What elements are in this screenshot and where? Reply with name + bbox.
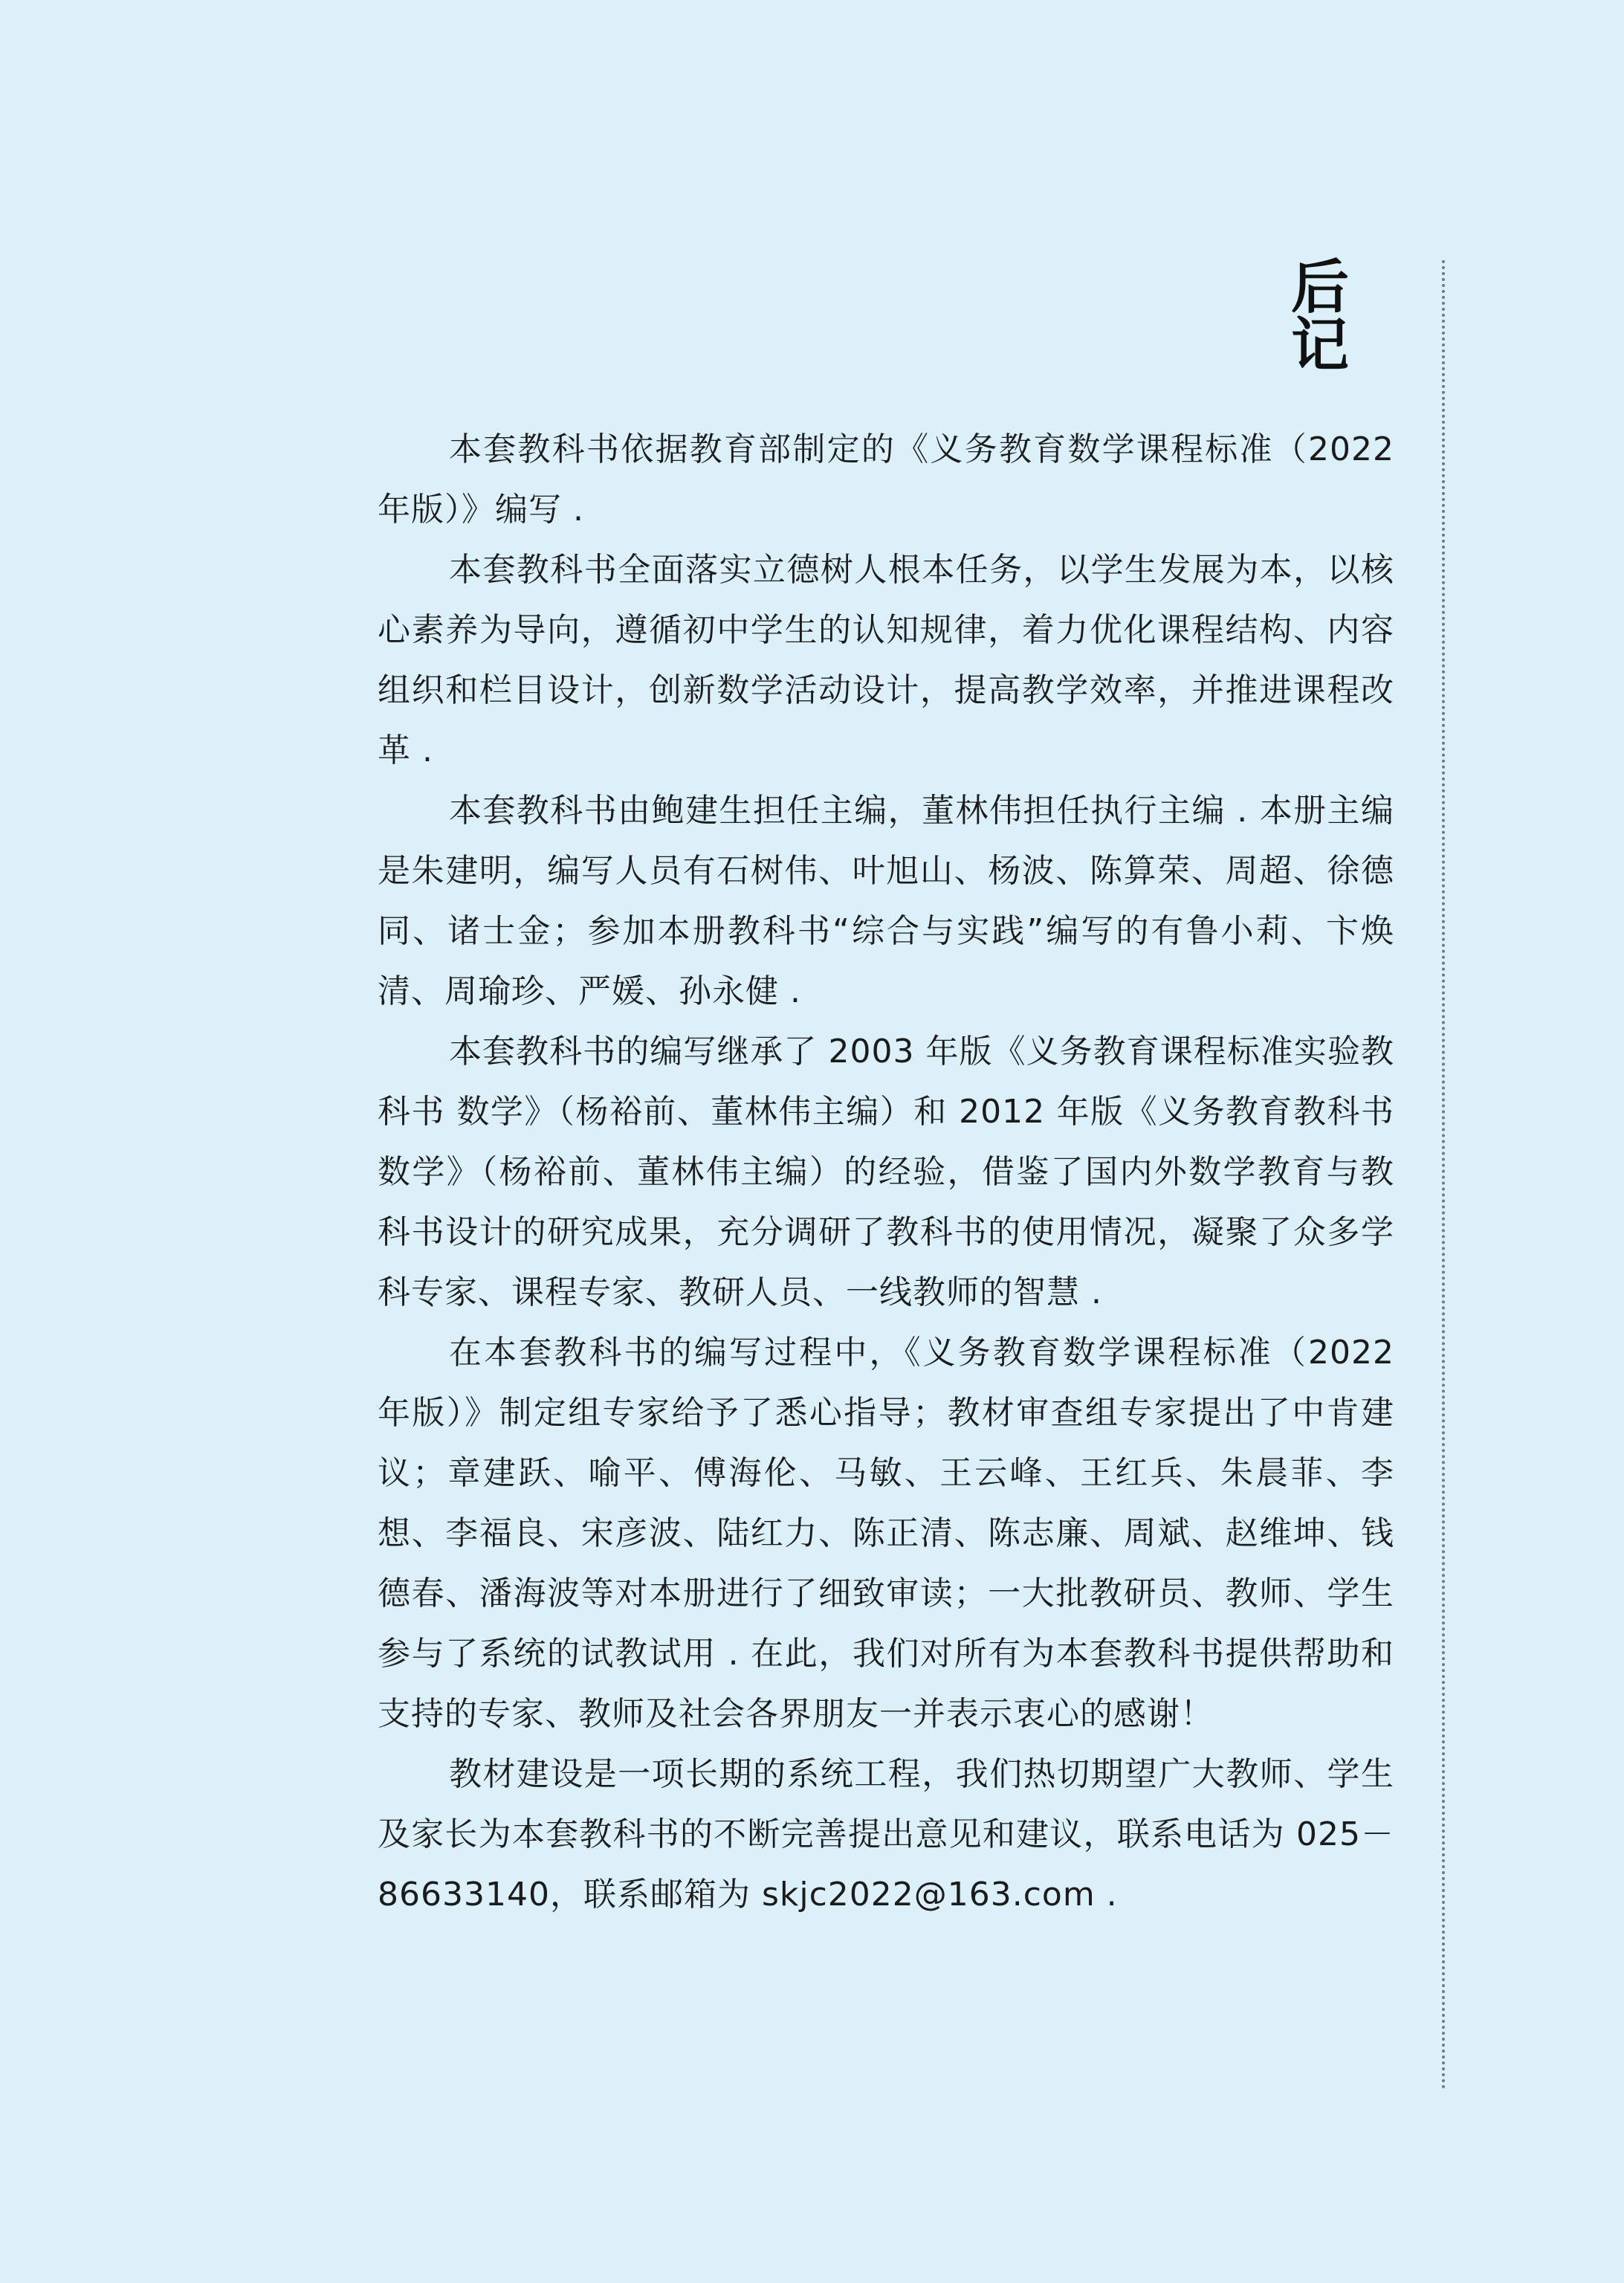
paragraph-5: 在本套教科书的编写过程中，《义务教育数学课程标准（2022 年版）》制定组专家给予了悉心指导；教材审查组专家提出了中肯建议；章建跃、喻平、傅海伦、马敏、王云峰、王红兵、朱晨菲、李想、李福良、宋彦波、陆红力、陈正清、陈志廉、周斌、赵维坤、钱德春、潘海波等对本册进行了细致审读；一大批教研员、教师、学生参与了系统的试教试用 . 在此，我们对所有为本套教科书提供帮助和支持的专家、教师及社会各界朋友一并表示衷心的感谢！ bbox=[378, 1334, 1394, 1733]
paragraph-3: 本套教科书由鲍建生担任主编，董林伟担任执行主编 . 本册主编是朱建明，编写人员有石树伟、叶旭山、杨波、陈算荣、周超、徐德同、诸士金；参加本册教科书“综合与实践”编写的有鲁小莉、卞焕清、周瑜珍、严媛、孙永健 . bbox=[378, 792, 1394, 1010]
paragraph-1: 本套教科书依据教育部制定的《义务教育数学课程标准（2022 年版）》编写 . bbox=[378, 430, 1394, 529]
paragraph-6: 教材建设是一项长期的系统工程，我们热切期望广大教师、学生及家长为本套教科书的不断完善提出意见和建议，联系电话为 025－86633140，联系邮箱为 skjc2022@163.com . bbox=[378, 1755, 1394, 1914]
paragraph-2: 本套教科书全面落实立德树人根本任务，以学生发展为本，以核心素养为导向，遵循初中学生的认知规律，着力优化课程结构、内容组织和栏目设计，创新数学活动设计，提高教学效率，并推进课程改革 . bbox=[378, 551, 1394, 769]
dotted-margin-rule bbox=[1442, 260, 1445, 2090]
paragraph-4: 本套教科书的编写继承了 2003 年版《义务教育课程标准实验教科书 数学》（杨裕前、董林伟主编）和 2012 年版《义务教育教科书 数学》（杨裕前、董林伟主编）的经验，借鉴了国内外数学教育与教科书设计的研究成果，充分调研了教科书的使用情况，凝聚了众多学科专家、课程专家、教研人员、一线教师的智慧 . bbox=[378, 1033, 1394, 1311]
afterword-body bbox=[378, 419, 1394, 1925]
page-title: 后 记 bbox=[1290, 254, 1497, 379]
